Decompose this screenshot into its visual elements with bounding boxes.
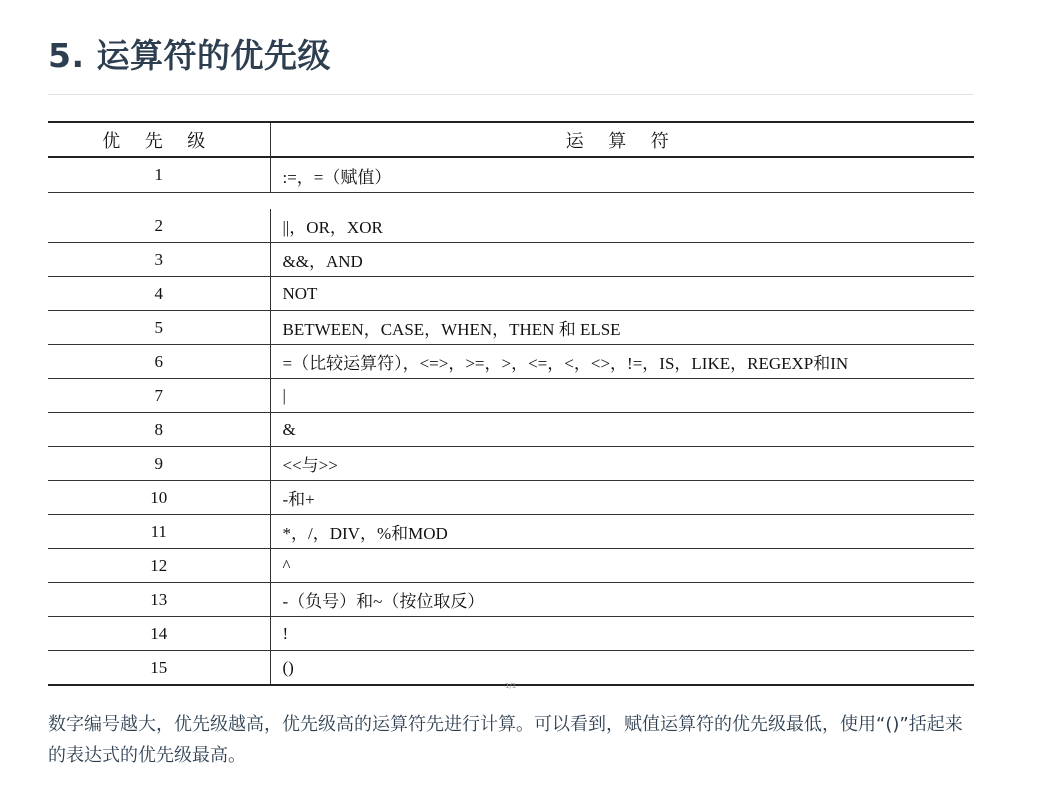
table-row xyxy=(48,379,974,413)
priority-cell: 11 xyxy=(48,515,270,549)
table-header-row xyxy=(48,122,974,157)
column-header-operators: 运 算 符 xyxy=(270,122,974,157)
table-row xyxy=(48,345,974,379)
table-row xyxy=(48,583,974,617)
operators-cell: & xyxy=(270,413,974,447)
priority-cell: 1 xyxy=(48,157,270,193)
table-row xyxy=(48,617,974,651)
operators-cell: *，/，DIV，%和MOD xyxy=(270,515,974,549)
table-row xyxy=(48,209,974,243)
priority-cell: 8 xyxy=(48,413,270,447)
title-divider xyxy=(48,94,974,95)
priority-cell: 7 xyxy=(48,379,270,413)
priority-cell: 9 xyxy=(48,447,270,481)
table-row xyxy=(48,413,974,447)
operators-cell: () xyxy=(270,651,974,686)
priority-cell: 6 xyxy=(48,345,270,379)
operators-cell: :=，=（赋值） xyxy=(270,157,974,193)
table-row xyxy=(48,549,974,583)
table-row xyxy=(48,277,974,311)
operators-cell: ! xyxy=(270,617,974,651)
operator-precedence-table xyxy=(48,121,974,686)
operators-cell: <<与>> xyxy=(270,447,974,481)
column-header-priority: 优 先 级 xyxy=(48,122,270,157)
table-row xyxy=(48,447,974,481)
operators-cell: NOT xyxy=(270,277,974,311)
operators-cell: ^ xyxy=(270,549,974,583)
operators-cell: -和+ xyxy=(270,481,974,515)
precedence-table-figure xyxy=(48,121,974,691)
table-row xyxy=(48,311,974,345)
priority-cell: 10 xyxy=(48,481,270,515)
operators-cell: ||，OR，XOR xyxy=(270,209,974,243)
operators-cell: BETWEEN，CASE，WHEN，THEN 和 ELSE xyxy=(270,311,974,345)
table-row xyxy=(48,515,974,549)
page-title: 5. 运算符的优先级 xyxy=(48,36,331,75)
priority-cell: 13 xyxy=(48,583,270,617)
table-row xyxy=(48,157,974,193)
priority-cell: 12 xyxy=(48,549,270,583)
caption-paragraph: 数字编号越大，优先级越高，优先级高的运算符先进行计算。可以看到，赋值运算符的优先级最低，使用“()”括起来的表达式的优先级最高。 xyxy=(48,714,963,766)
table-gap-row xyxy=(48,193,974,210)
priority-cell: 4 xyxy=(48,277,270,311)
priority-cell: 14 xyxy=(48,617,270,651)
operators-cell: &&，AND xyxy=(270,243,974,277)
operators-cell: -（负号）和~（按位取反） xyxy=(270,583,974,617)
priority-cell: 15 xyxy=(48,651,270,686)
operators-cell: | xyxy=(270,379,974,413)
table-row xyxy=(48,651,974,686)
priority-cell: 2 xyxy=(48,209,270,243)
operators-cell: =（比较运算符），<=>，>=，>，<=，<，<>，!=，IS，LIKE，REGEXP和IN xyxy=(270,345,974,379)
priority-cell: 5 xyxy=(48,311,270,345)
priority-cell: 3 xyxy=(48,243,270,277)
table-row xyxy=(48,243,974,277)
table-row xyxy=(48,481,974,515)
page-marker: 1/1 xyxy=(505,682,517,690)
